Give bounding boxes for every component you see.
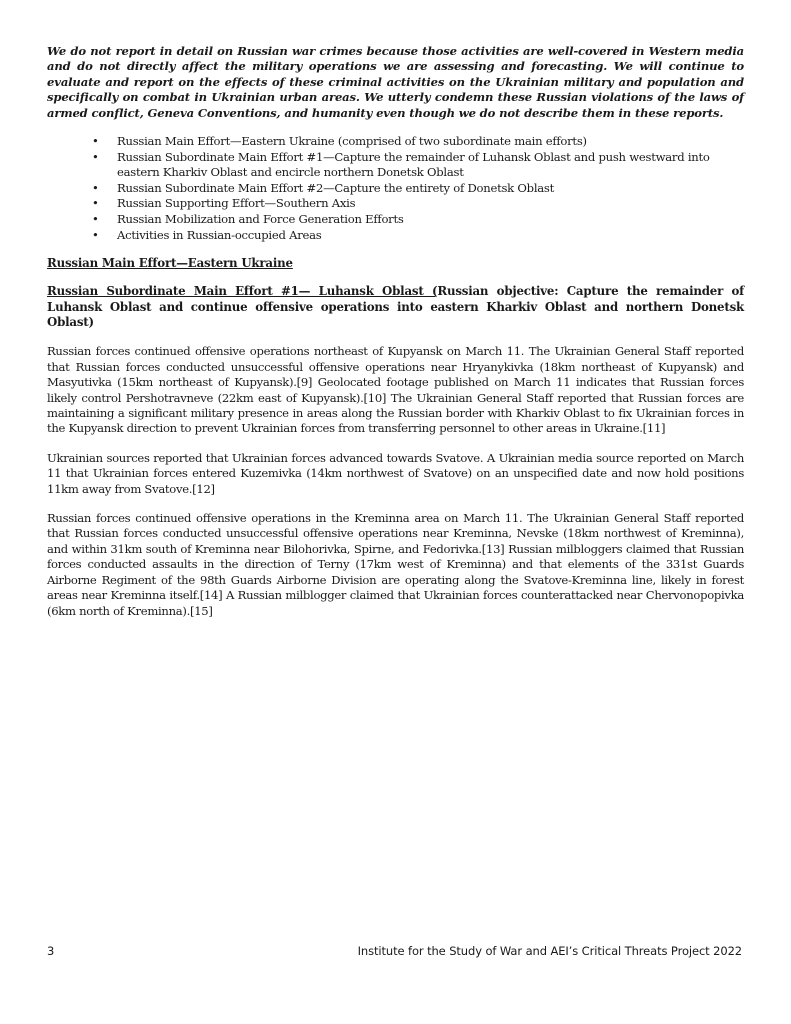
list-item: • Russian Main Effort—Eastern Ukraine (comprised of two subordinate main efforts) (92, 134, 587, 149)
paragraph-kupyansk: Russian forces continued offensive operations northeast of Kupyansk on March 11. The Ukrainian General Staff reported that Russian forces conducted unsuccessful offensive operations near Hryanykivka (18km northeast of Kupyansk) and Masyutivka (15km northeast of Kupyansk).[9] Geolocated footage published on March 11 indicates that Russian forces likely control Pershotravneve (22km east of Kupyansk).[10] The Ukrainian General Staff reported that Russian forces are maintaining a significant military presence in areas along the Russian border with Kharkiv Oblast to fix Ukrainian forces in the Kupyansk direction to prevent Ukrainian forces from transferring personnel to other areas in Ukraine.[11] (47, 344, 744, 436)
list-item: • Activities in Russian-occupied Areas (92, 227, 322, 242)
footer-organization: Institute for the Study of War and AEI’s Critical Threats Project 2022 (357, 944, 742, 958)
bullet-icon: • (92, 180, 99, 195)
sub-section-heading (47, 284, 744, 330)
bullet-icon: • (92, 196, 99, 211)
paragraph-kreminna: Russian forces continued offensive operations in the Kreminna area on March 11. The Ukrainian General Staff reported that Russian forces conducted unsuccessful offensive operations near Kreminna, Nevske (18km northwest of Kreminna), and within 31km south of Kreminna near Bilohorivka, Spirne, and Fedorivka.[13] Russian milbloggers claimed that Russian forces conducted assaults in the direction of Terny (17km west of Kreminna) and that elements of the 331st Guards Airborne Regiment of the 98th Guards Airborne Division are operating along the Svatove-Kreminna line, likely in forest areas near Kreminna itself.[14] A Russian milblogger claimed that Ukrainian forces counterattacked near Chervonopopivka (6km north of Kreminna).[15] (47, 511, 744, 618)
sub-heading-title: Russian Subordinate Main Effort #1— Luhansk Oblast ( (47, 284, 438, 299)
document-page (47, 44, 744, 633)
bullet-icon: • (92, 134, 99, 149)
bullet-icon: • (92, 212, 99, 226)
paragraph-svatove: Ukrainian sources reported that Ukrainian forces advanced towards Svatove. A Ukrainian media source reported on March 11 that Ukrainian forces entered Kuzemivka (14km northwest of Svatove) on an unspecified date and now hold positions 11km away from Svatove.[12] (47, 450, 744, 496)
page-number: 3 (47, 944, 55, 958)
list-item: • Russian Subordinate Main Effort #2—Capture the entirety of Donetsk Oblast (92, 180, 555, 195)
bullet-icon: • (92, 227, 99, 242)
section-heading: Russian Main Effort—Eastern Ukraine (47, 256, 293, 271)
report-outline-list (47, 134, 744, 243)
list-item: • Russian Mobilization and Force Generation Efforts (92, 212, 404, 226)
list-item: • Russian Subordinate Main Effort #1—Capture the remainder of Luhansk Oblast and push westward into eastern Kharkiv Oblast and encircle northern Donetsk Oblast (92, 149, 710, 180)
sub-heading-objective: Russian objective: Capture the remainder of Luhansk Oblast and continue offensive operations into eastern Kharkiv Oblast and northern Donetsk Oblast) (47, 284, 744, 329)
list-item: • Russian Supporting Effort—Southern Axis (92, 196, 356, 211)
bullet-icon: • (92, 149, 99, 164)
intro-disclaimer: We do not report in detail on Russian war crimes because those activities are well-covered in Western media and do not directly affect the military operations we are assessing and forecasting. We will continue to evaluate and report on the effects of these criminal activities on the Ukrainian military and population and specifically on combat in Ukrainian urban areas. We utterly condemn these Russian violations of the laws of armed conflict, Geneva Conventions, and humanity even though we do not describe them in these reports. (47, 44, 744, 120)
